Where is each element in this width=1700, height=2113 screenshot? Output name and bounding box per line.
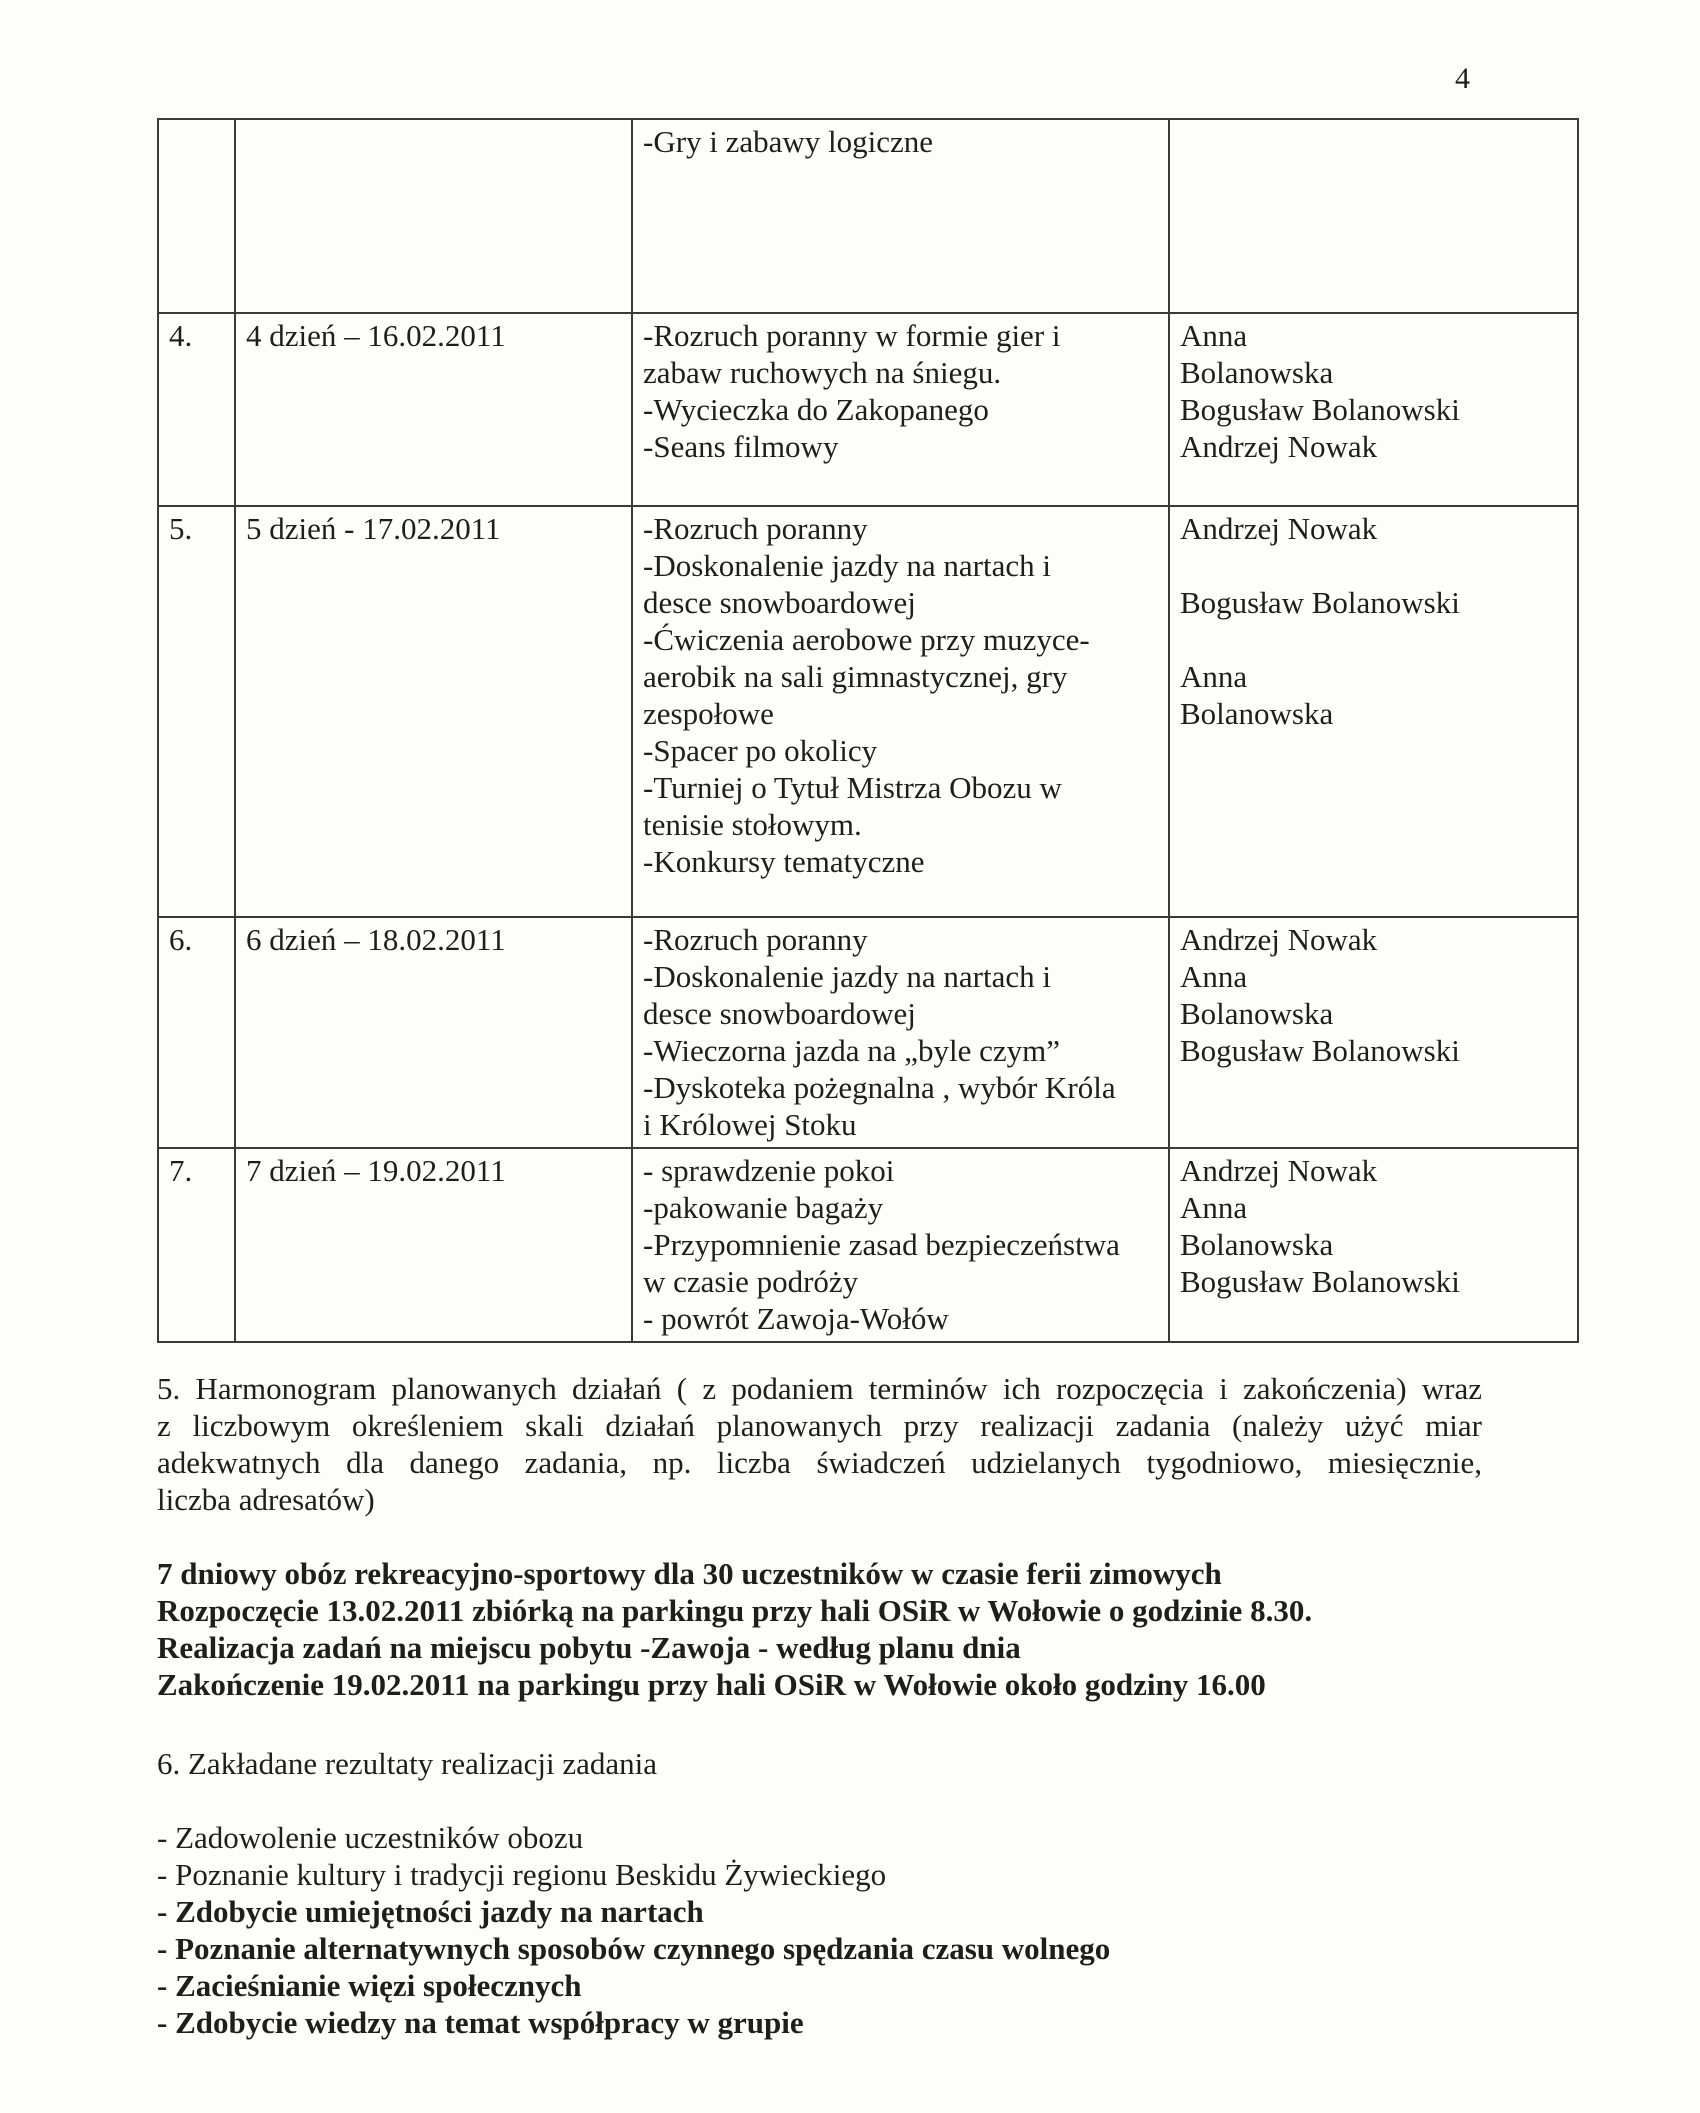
staff-line: Bogusław Bolanowski	[1180, 392, 1460, 427]
section-gap	[157, 1518, 1482, 1555]
activities-cell	[632, 506, 1169, 917]
table-row	[158, 917, 1578, 1148]
day-cell	[235, 119, 632, 313]
activity-line: -Przypomnienie zasad bezpieczeństwa	[643, 1227, 1120, 1262]
staff-line: Bolanowska	[1180, 696, 1334, 731]
activity-line: - powrót Zawoja-Wołów	[643, 1301, 949, 1336]
row-number: 4.	[169, 318, 193, 353]
activity-line: -Ćwiczenia aerobowe przy muzyce-	[643, 622, 1090, 657]
row-number: 5.	[169, 511, 193, 546]
row-number-cell	[158, 1148, 235, 1342]
day-label: 5 dzień - 17.02.2011	[246, 511, 501, 546]
result-item: - Zacieśnianie więzi społecznych	[157, 1968, 582, 2003]
activity-line: -Rozruch poranny	[643, 511, 868, 546]
day-label: 7 dzień – 19.02.2011	[246, 1153, 506, 1188]
table-row	[158, 119, 1578, 313]
table-row	[158, 313, 1578, 506]
row-number: 6.	[169, 922, 193, 957]
activity-line: -Wycieczka do Zakopanego	[643, 392, 989, 427]
section-5	[157, 1370, 1482, 1703]
staff-line: Bogusław Bolanowski	[1180, 1264, 1460, 1299]
activity-line: zespołowe	[643, 696, 774, 731]
table-row	[158, 506, 1578, 917]
staff-gap	[1180, 547, 1567, 584]
activity-line: -pakowanie bagaży	[643, 1190, 884, 1225]
staff-line: Bolanowska	[1180, 1227, 1334, 1262]
row-number: 7.	[169, 1153, 193, 1188]
section-5-heading-line: z liczbowym określeniem skali działań planowanych przy realizacji zadania (należy użyć miar	[157, 1408, 1482, 1443]
activities-cell	[632, 1148, 1169, 1342]
staff-line: Bolanowska	[1180, 355, 1334, 390]
staff-cell	[1169, 119, 1578, 313]
result-item: - Zdobycie umiejętności jazdy na nartach	[157, 1894, 704, 1929]
row-number-cell	[158, 119, 235, 313]
schedule-table	[157, 118, 1579, 1343]
activity-line: -Gry i zabawy logiczne	[643, 124, 934, 159]
staff-cell	[1169, 313, 1578, 506]
section-5-plan-line: Realizacja zadań na miejscu pobytu -Zawoja - według planu dnia	[157, 1630, 1021, 1665]
section-6	[157, 1745, 1482, 2041]
row-number-cell	[158, 313, 235, 506]
section-6-heading: 6. Zakładane rezultaty realizacji zadania	[157, 1746, 657, 1781]
result-item: - Poznanie kultury i tradycji regionu Beskidu Żywieckiego	[157, 1857, 887, 1892]
staff-line: Anna	[1180, 659, 1248, 694]
day-cell	[235, 506, 632, 917]
day-cell	[235, 313, 632, 506]
activity-line: -Konkursy tematyczne	[643, 844, 925, 879]
page-number: 4	[1455, 62, 1470, 95]
activity-line: -Spacer po okolicy	[643, 733, 878, 768]
activity-line: - sprawdzenie pokoi	[643, 1153, 895, 1188]
activity-line: tenisie stołowym.	[643, 807, 862, 842]
activity-line: -Doskonalenie jazdy na nartach i	[643, 548, 1051, 583]
staff-line: Andrzej Nowak	[1180, 429, 1378, 464]
row-number-cell	[158, 506, 235, 917]
activity-line: desce snowboardowej	[643, 996, 916, 1031]
section-5-plan-line: 7 dniowy obóz rekreacyjno-sportowy dla 30 uczestników w czasie ferii zimowych	[157, 1556, 1222, 1591]
result-item: - Zadowolenie uczestników obozu	[157, 1820, 584, 1855]
activity-line: -Rozruch poranny w formie gier i	[643, 318, 1061, 353]
staff-line: Andrzej Nowak	[1180, 1153, 1378, 1188]
result-item: - Zdobycie wiedzy na temat współpracy w grupie	[157, 2005, 804, 2040]
activity-line: w czasie podróży	[643, 1264, 859, 1299]
staff-line: Bolanowska	[1180, 996, 1334, 1031]
staff-cell	[1169, 506, 1578, 917]
day-label: 4 dzień – 16.02.2011	[246, 318, 506, 353]
staff-line: Andrzej Nowak	[1180, 511, 1378, 546]
staff-gap	[1180, 621, 1567, 658]
day-cell	[235, 917, 632, 1148]
activity-line: -Rozruch poranny	[643, 922, 868, 957]
section-5-plan-line: Rozpoczęcie 13.02.2011 zbiórką na parkingu przy hali OSiR w Wołowie o godzinie 8.30.	[157, 1593, 1313, 1628]
activities-cell	[632, 313, 1169, 506]
section-5-heading-line: adekwatnych dla danego zadania, np. liczba świadczeń udzielanych tygodniowo, miesięcznie,	[157, 1445, 1482, 1480]
staff-line: Bogusław Bolanowski	[1180, 585, 1460, 620]
section-5-plan-line: Zakończenie 19.02.2011 na parkingu przy hali OSiR w Wołowie około godziny 16.00	[157, 1667, 1266, 1702]
row-number-cell	[158, 917, 235, 1148]
activities-cell	[632, 917, 1169, 1148]
staff-line: Bogusław Bolanowski	[1180, 1033, 1460, 1068]
activity-line: desce snowboardowej	[643, 585, 916, 620]
section-5-heading-line: liczba adresatów)	[157, 1482, 375, 1517]
section-5-heading-line: 5. Harmonogram planowanych działań ( z podaniem terminów ich rozpoczęcia i zakończenia) wraz	[157, 1371, 1482, 1406]
staff-line: Anna	[1180, 959, 1248, 994]
activity-line: -Wieczorna jazda na „byle czym”	[643, 1033, 1060, 1068]
staff-cell	[1169, 917, 1578, 1148]
day-label: 6 dzień – 18.02.2011	[246, 922, 506, 957]
result-item: - Poznanie alternatywnych sposobów czynnego spędzania czasu wolnego	[157, 1931, 1111, 1966]
staff-line: Anna	[1180, 1190, 1248, 1225]
activity-line: aerobik na sali gimnastycznej, gry	[643, 659, 1068, 694]
activity-line: i Królowej Stoku	[643, 1107, 857, 1142]
staff-cell	[1169, 1148, 1578, 1342]
staff-line: Andrzej Nowak	[1180, 922, 1378, 957]
activities-cell	[632, 119, 1169, 313]
section-gap	[157, 1782, 1482, 1819]
staff-line: Anna	[1180, 318, 1248, 353]
activity-line: -Doskonalenie jazdy na nartach i	[643, 959, 1051, 994]
activity-line: -Dyskoteka pożegnalna , wybór Króla	[643, 1070, 1116, 1105]
activity-line: -Turniej o Tytuł Mistrza Obozu w	[643, 770, 1062, 805]
day-cell	[235, 1148, 632, 1342]
activity-line: zabaw ruchowych na śniegu.	[643, 355, 1002, 390]
activity-line: -Seans filmowy	[643, 429, 839, 464]
table-row	[158, 1148, 1578, 1342]
